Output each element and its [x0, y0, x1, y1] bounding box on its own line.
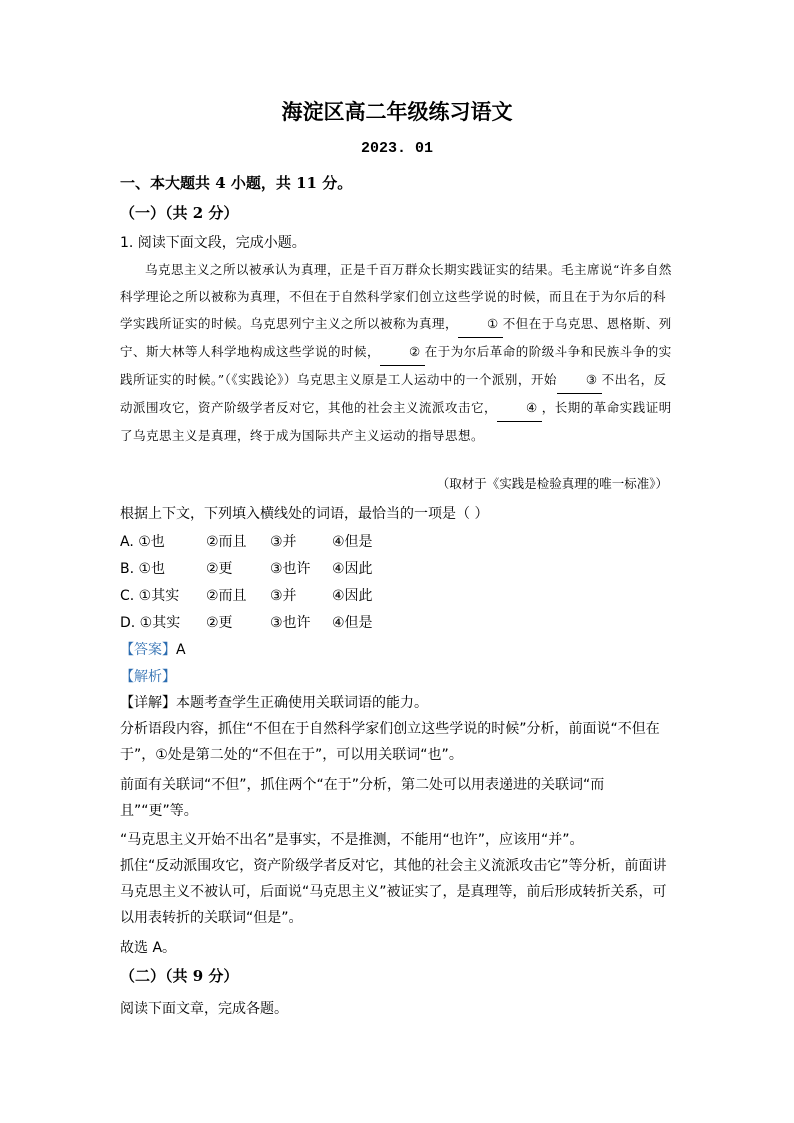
explanation-4: 抓住“反动派围攻它，资产阶级学者反对它，其他的社会主义流派攻击它”等分析，前面讲马克思主义不被认可，后面说“马克思主义”被证实了，是真理等，前后形成转折关系，可以用表转折的关联词“但是”。	[120, 858, 667, 926]
explanation-3: “马克思主义开始不出名”是事实，不是推测，不能用“也许”，应该用“并”。	[120, 832, 584, 848]
explanation-conclusion: 故选 A。	[120, 940, 177, 956]
blank-3: ③	[557, 366, 602, 394]
subsection-heading-1: （一）（共 2 分）	[120, 204, 239, 222]
passage-text: 不出名，反动派围攻它，资产阶级学者反对它，其他的社会主义流派攻击它，	[120, 372, 667, 415]
reading-passage	[120, 256, 676, 449]
answer-line	[120, 639, 186, 659]
blank-4: ④	[497, 394, 542, 422]
detail-line	[120, 692, 428, 712]
option-c: C. ①其实 ②而且 ③并 ④因此	[120, 588, 373, 604]
reading-instruction: 阅读下面文章，完成各题。	[120, 1001, 288, 1017]
option-d: D. ①其实 ②更 ③也许 ④但是	[120, 615, 373, 631]
section-heading: 一、本大题共 4 小题，共 11 分。	[120, 174, 353, 192]
detail-tag: 【详解】	[120, 695, 176, 711]
analysis-tag: 【解析】	[120, 669, 176, 685]
detail-text: 本题考查学生正确使用关联词语的能力。	[176, 695, 428, 711]
passage-text: 乌克思主义之所以被承认为真理，正是千百万群众长期实践证实的结果。毛主席说“许多自然科学理论之所以被称为真理，不但在于自然科学家们创立这些学说的时候，而且在于为尔后的科学实践所证实的时候。乌克思列宁主义之所以被称为真理，	[120, 262, 672, 331]
blank-1: ①	[458, 310, 503, 338]
answer-tag: 【答案】	[120, 642, 176, 658]
answer-value: A	[176, 642, 186, 658]
passage-text: ，长期的革命实践证明了乌克思主义是真理，终于成为国际共产主义运动的指导思想。	[120, 400, 672, 443]
exam-date: 2023. 01	[360, 140, 433, 157]
passage-text: 在于为尔后革命的阶级斗争和民族斗争的实践所证实的时候。”（《实践论》）乌克思主义原是工人运动中的一个派别，开始	[120, 344, 672, 387]
explanation-1: 分析语段内容，抓住“不但在于自然科学家们创立这些学说的时候”分析，前面说“不但在于”，①处是第二处的“不但在于”，可以用关联词“也”。	[120, 721, 660, 763]
passage-source: （取材于《实践是检验真理的唯一标准》）	[436, 476, 668, 491]
blank-2: ②	[380, 338, 425, 366]
passage-text: 不但在于乌克思、恩格斯、列宁、斯大林等人科学地构成这些学说的时候，	[120, 316, 672, 359]
question-stem: 根据上下文，下列填入横线处的词语，最恰当的一项是（ ）	[120, 506, 489, 522]
option-b: B. ①也 ②更 ③也许 ④因此	[120, 561, 373, 577]
subsection-heading-2: （二）（共 9 分）	[120, 967, 239, 985]
explanation-2: 前面有关联词“不但”，抓住两个“在于”分析，第二处可以用表递进的关联词“而且”“更”等。	[120, 777, 605, 819]
question-instruction: 1. 阅读下面文段，完成小题。	[120, 235, 306, 251]
option-a: A. ①也 ②而且 ③并 ④但是	[120, 534, 373, 550]
page-title: 海淀区高二年级练习语文	[281, 99, 513, 124]
